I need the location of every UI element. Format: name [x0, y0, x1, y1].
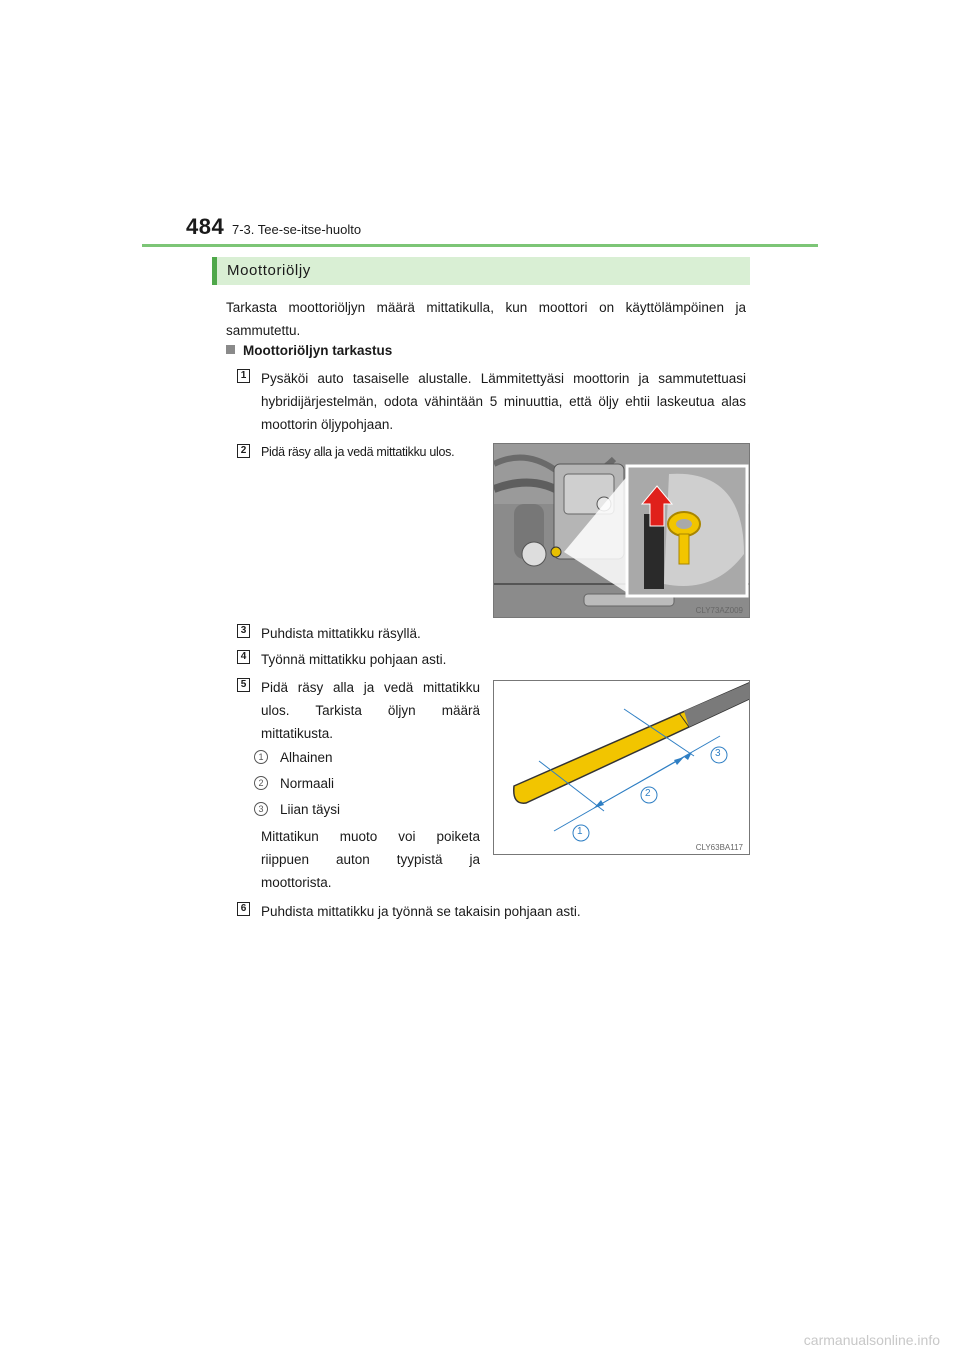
- subheading: [226, 343, 392, 358]
- level-1-marker: 1: [254, 750, 268, 764]
- intro-paragraph: Tarkasta moottoriöljyn määrä mittatikulla, kun moottori on käyttölämpöinen ja sammutettu.: [226, 300, 746, 338]
- dipstick-figure: [493, 680, 750, 855]
- note-text: Mittatikun muoto voi poiketa riippuen auton tyypistä ja moottorista.: [261, 829, 480, 890]
- step-6-text: Puhdista mittatikku ja työnnä se takaisin pohjaan asti.: [261, 904, 581, 919]
- level-3-marker: 3: [254, 802, 268, 816]
- step-4-text: Työnnä mittatikku pohjaan asti.: [261, 652, 447, 667]
- page-number: 484: [186, 214, 225, 239]
- subheading-text: Moottoriöljyn tarkastus: [243, 343, 393, 358]
- level-1-label: Alhainen: [280, 750, 333, 765]
- step-5-text: Pidä räsy alla ja vedä mittatikku ulos. Tarkista öljyn määrä mittatikusta.: [261, 680, 480, 741]
- section-title-bar: [212, 257, 750, 285]
- step-badge-5: 5: [237, 678, 250, 692]
- watermark: carmanualsonline.info: [803, 1332, 940, 1348]
- step-3-text: Puhdista mittatikku räsyllä.: [261, 626, 421, 641]
- step-badge-6: 6: [237, 902, 250, 916]
- dipstick-mark-1: 1: [577, 826, 583, 837]
- dipstick-figure-code: CLY63BA117: [695, 843, 743, 852]
- dipstick-mark-3: 3: [715, 748, 721, 759]
- step-1-text: Pysäköi auto tasaiselle alustalle. Lämmitettyäsi moottorin ja sammutettuasi hybridijärjestelmän, odota vähintään 5 minuuttia, että öljy ehtii laskeutua alas moottorin öljypohjaan.: [261, 371, 746, 432]
- step-badge-2: 2: [237, 444, 250, 458]
- step-badge-3: 3: [237, 624, 250, 638]
- step-2-text: Pidä räsy alla ja vedä mittatikku ulos.: [261, 445, 455, 459]
- dipstick-illustration: [494, 681, 749, 854]
- section-title: Moottoriöljy: [227, 262, 311, 279]
- level-3-label: Liian täysi: [280, 802, 341, 817]
- step-badge-4: 4: [237, 650, 250, 664]
- level-2-marker: 2: [254, 776, 268, 790]
- engine-illustration: [494, 444, 749, 617]
- square-bullet-icon: [226, 345, 235, 354]
- level-2-label: Normaali: [280, 776, 335, 791]
- engine-figure-code: CLY73AZ009: [695, 606, 743, 615]
- step-badge-1: 1: [237, 369, 250, 383]
- header-rule: [142, 244, 818, 247]
- chapter-label: 7-3. Tee-se-itse-huolto: [232, 222, 362, 237]
- engine-figure: [493, 443, 750, 618]
- dipstick-mark-2: 2: [645, 788, 651, 799]
